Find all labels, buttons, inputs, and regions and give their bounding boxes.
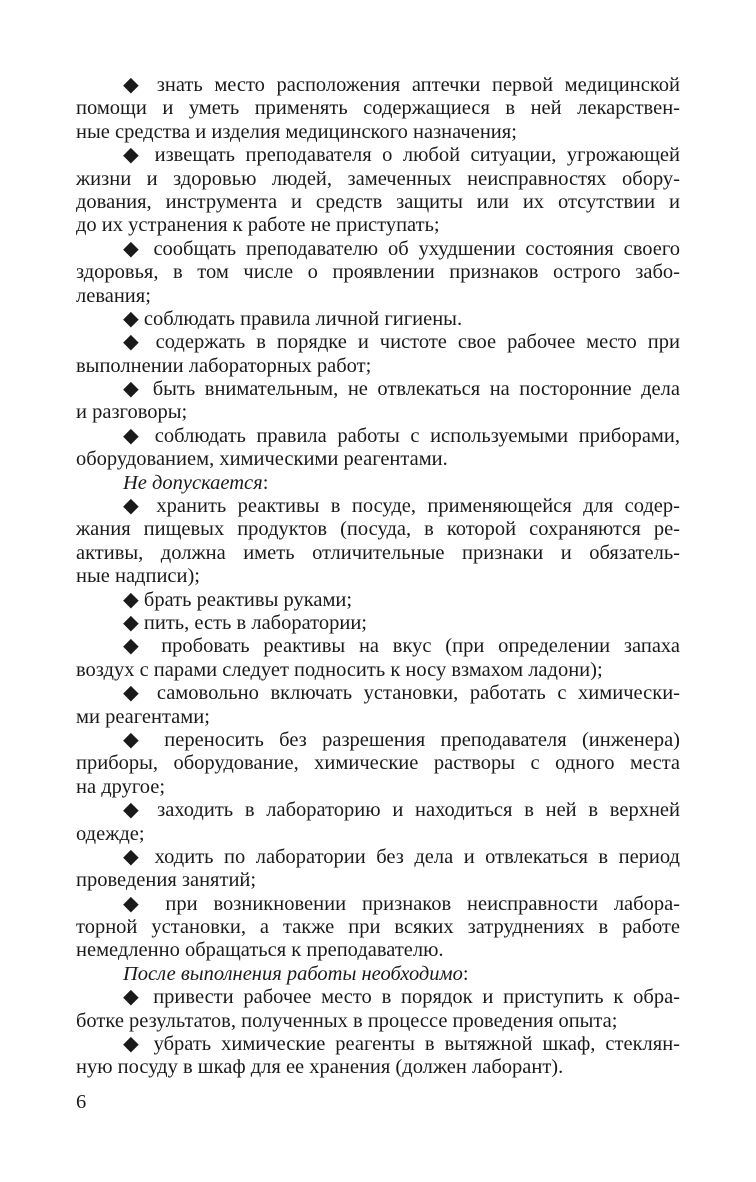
text-line: на другое; <box>76 775 166 798</box>
section-heading <box>76 963 680 986</box>
text-line: до их устранения к работе не приступать; <box>76 214 440 237</box>
text-line: левания; <box>76 284 151 307</box>
text-line: ◆ ходить по лаборатории без дела и отвлекаться в период <box>123 845 680 868</box>
text-line: жания пищевых продуктов (посуда, в которой сохраняются ре- <box>76 518 680 541</box>
paragraph <box>76 425 680 472</box>
text-line: одежде; <box>76 822 145 845</box>
paragraph <box>76 378 680 425</box>
page-number: 6 <box>76 1091 87 1113</box>
text-line: приборы, оборудование, химические растворы с одного места <box>76 752 680 775</box>
text-line: активы, должна иметь отличительные признаки и обязатель- <box>76 541 680 564</box>
text-line: ◆ пить, есть в лаборатории; <box>123 611 367 634</box>
paragraph <box>76 308 680 331</box>
text-line: ми реагентами; <box>76 705 210 728</box>
text-line: помощи и уметь применять содержащиеся в ней лекарствен- <box>76 97 680 120</box>
heading-text: Не допускается <box>123 471 263 494</box>
text-line: ◆ пробовать реактивы на вкус (при определении запаха <box>123 635 680 658</box>
text-line: ◆ привести рабочее место в порядок и приступить к обра- <box>123 986 680 1009</box>
text-line: ◆ содержать в порядке и чистоте свое рабочее место при <box>123 331 680 354</box>
text-line: ◆ переносить без разрешения преподавателя (инженера) <box>123 728 680 751</box>
paragraph <box>76 74 680 144</box>
text-line: ◆ при возникновении признаков неисправности лабора- <box>123 892 680 915</box>
text-line: проведения занятий; <box>76 869 257 892</box>
text-line: жизни и здоровью людей, замеченных неисправностях обору- <box>76 167 680 190</box>
text-line: дования, инструмента и средств защиты или их отсутствии и <box>76 190 680 213</box>
text-line: ◆ самовольно включать установки, работать с химически- <box>123 682 680 705</box>
text-line: ◆ брать реактивы руками; <box>123 588 353 611</box>
paragraph <box>76 495 680 589</box>
text-line: воздух с парами следует подносить к носу взмахом ладони); <box>76 658 603 681</box>
text-line: торной установки, а также при всяких затруднениях в работе <box>76 916 680 939</box>
text-line: ◆ быть внимательным, не отвлекаться на посторонние дела <box>123 378 680 401</box>
paragraph <box>76 635 680 682</box>
paragraph <box>76 1033 680 1080</box>
text-line: ◆ убрать химические реагенты в вытяжной шкаф, стеклян- <box>123 1033 680 1056</box>
paragraph <box>76 986 680 1033</box>
text-line: ные средства и изделия медицинского назначения; <box>76 120 517 143</box>
text-line: ◆ заходить в лабораторию и находиться в ней в верхней <box>123 799 680 822</box>
text-line: ◆ сообщать преподавателю об ухудшении состояния своего <box>123 237 680 260</box>
text-line: ◆ хранить реактивы в посуде, применяющейся для содер- <box>123 495 680 518</box>
text-line: ◆ соблюдать правила личной гигиены. <box>123 307 463 330</box>
text-line: ◆ извещать преподавателя о любой ситуации, угрожающей <box>123 144 680 167</box>
text-line: ную посуду в шкаф для ее хранения (должен лаборант). <box>76 1056 564 1079</box>
text-line: здоровья, в том числе о проявлении признаков острого забо- <box>76 261 680 284</box>
paragraph <box>76 846 680 893</box>
heading-colon: : <box>262 471 269 494</box>
paragraph <box>76 729 680 799</box>
paragraph <box>76 589 680 612</box>
paragraph <box>76 144 680 238</box>
text-line: немедленно обращаться к преподавателю. <box>76 939 444 962</box>
text-line: ◆ соблюдать правила работы с используемыми приборами, <box>123 424 680 447</box>
text-line: ботке результатов, полученных в процессе проведения опыта; <box>76 1009 618 1032</box>
text-line: выполнении лабораторных работ; <box>76 354 372 377</box>
text-line: ные надписи); <box>76 565 201 588</box>
heading-text: После выполнения работы необходимо <box>123 962 463 985</box>
text-line: ◆ знать место расположения аптечки первой медицинской <box>123 74 680 96</box>
heading-colon: : <box>462 962 469 985</box>
paragraph <box>76 682 680 729</box>
paragraph <box>76 238 680 308</box>
body-text <box>76 74 680 1080</box>
paragraph <box>76 612 680 635</box>
paragraph <box>76 331 680 378</box>
paragraph <box>76 893 680 963</box>
paragraph <box>76 799 680 846</box>
text-line: и разговоры; <box>76 401 188 424</box>
text-line: оборудованием, химическими реагентами. <box>76 448 448 471</box>
section-heading <box>76 472 680 495</box>
